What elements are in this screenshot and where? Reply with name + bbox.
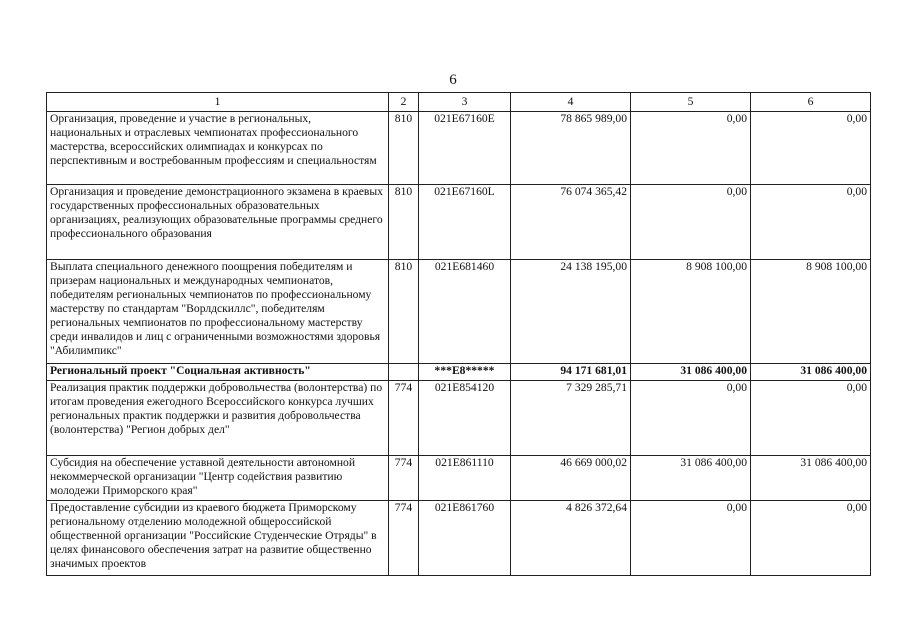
row-section: 810 — [389, 260, 419, 364]
row-amount-6: 0,00 — [751, 501, 871, 576]
row-amount-5: 31 086 400,00 — [631, 364, 751, 381]
row-code: 021E67160E — [419, 112, 511, 185]
row-description: Региональный проект "Социальная активность" — [47, 364, 389, 381]
row-amount-6: 31 086 400,00 — [751, 364, 871, 381]
row-code: 021E861760 — [419, 501, 511, 576]
row-code: 021E67160L — [419, 185, 511, 260]
header-cell: 5 — [631, 93, 751, 112]
row-section: 810 — [389, 185, 419, 260]
row-amount-5: 31 086 400,00 — [631, 456, 751, 501]
table-row — [47, 501, 871, 576]
row-amount-6: 0,00 — [751, 185, 871, 260]
row-amount-4: 46 669 000,02 — [511, 456, 631, 501]
row-description: Организация и проведение демонстрационного экзамена в краевых государственных профессиональных образовательных организациях, реализующих образовательные программы среднего профессионального образования — [47, 185, 389, 260]
row-amount-5: 0,00 — [631, 501, 751, 576]
row-description: Субсидия на обеспечение уставной деятельности автономной некоммерческой организации "Центр содействия развитию молодежи Приморского края" — [47, 456, 389, 501]
row-code: 021E854120 — [419, 381, 511, 456]
row-code: 021E861110 — [419, 456, 511, 501]
header-cell: 2 — [389, 93, 419, 112]
row-description: Предоставление субсидии из краевого бюджета Приморскому региональному отделению молодежной общероссийской общественной организации "Российские Студенческие Отряды" в целях финансового обеспечения затрат на развитие общественно значимых проектов — [47, 501, 389, 576]
header-cell: 3 — [419, 93, 511, 112]
row-amount-6: 8 908 100,00 — [751, 260, 871, 364]
row-amount-5: 0,00 — [631, 381, 751, 456]
table-row — [47, 112, 871, 185]
table-row — [47, 260, 871, 364]
budget-table — [46, 92, 871, 576]
header-cell: 4 — [511, 93, 631, 112]
row-amount-4: 78 865 989,00 — [511, 112, 631, 185]
row-section: 774 — [389, 381, 419, 456]
row-description: Организация, проведение и участие в региональных, национальных и отраслевых чемпионатах профессионального мастерства, всероссийских олимпиадах и конкурсах по перспективным и востребованным профессиям и специальностям — [47, 112, 389, 185]
table-row — [47, 456, 871, 501]
row-amount-5: 0,00 — [631, 112, 751, 185]
row-amount-4: 7 329 285,71 — [511, 381, 631, 456]
header-row — [47, 93, 871, 112]
row-section — [389, 364, 419, 381]
header-cell: 6 — [751, 93, 871, 112]
row-amount-4: 94 171 681,01 — [511, 364, 631, 381]
row-amount-4: 4 826 372,64 — [511, 501, 631, 576]
row-section: 774 — [389, 501, 419, 576]
row-code: 021E681460 — [419, 260, 511, 364]
row-description: Реализация практик поддержки добровольчества (волонтерства) по итогам проведения ежегодного Всероссийского конкурса лучших региональных практик поддержки и развития добровольчества (волонтерства) "Регион добрых дел" — [47, 381, 389, 456]
row-section: 774 — [389, 456, 419, 501]
row-section: 810 — [389, 112, 419, 185]
table-row — [47, 381, 871, 456]
table-row-subtotal — [47, 364, 871, 381]
row-amount-6: 0,00 — [751, 112, 871, 185]
page-number: 6 — [449, 72, 457, 88]
row-code: ***E8***** — [419, 364, 511, 381]
row-amount-6: 31 086 400,00 — [751, 456, 871, 501]
header-cell: 1 — [47, 93, 389, 112]
row-amount-5: 8 908 100,00 — [631, 260, 751, 364]
row-amount-5: 0,00 — [631, 185, 751, 260]
row-description: Выплата специального денежного поощрения победителям и призерам национальных и международных чемпионатов, победителям региональных чемпионатов по профессиональному мастерству по стандартам "Ворлдскиллс", победителям региональных чемпионатов по профессиональному мастерству среди инвалидов и лиц с ограниченными возможностями здоровья "Абилимпикс" — [47, 260, 389, 364]
row-amount-4: 76 074 365,42 — [511, 185, 631, 260]
row-amount-6: 0,00 — [751, 381, 871, 456]
row-amount-4: 24 138 195,00 — [511, 260, 631, 364]
table-row — [47, 185, 871, 260]
